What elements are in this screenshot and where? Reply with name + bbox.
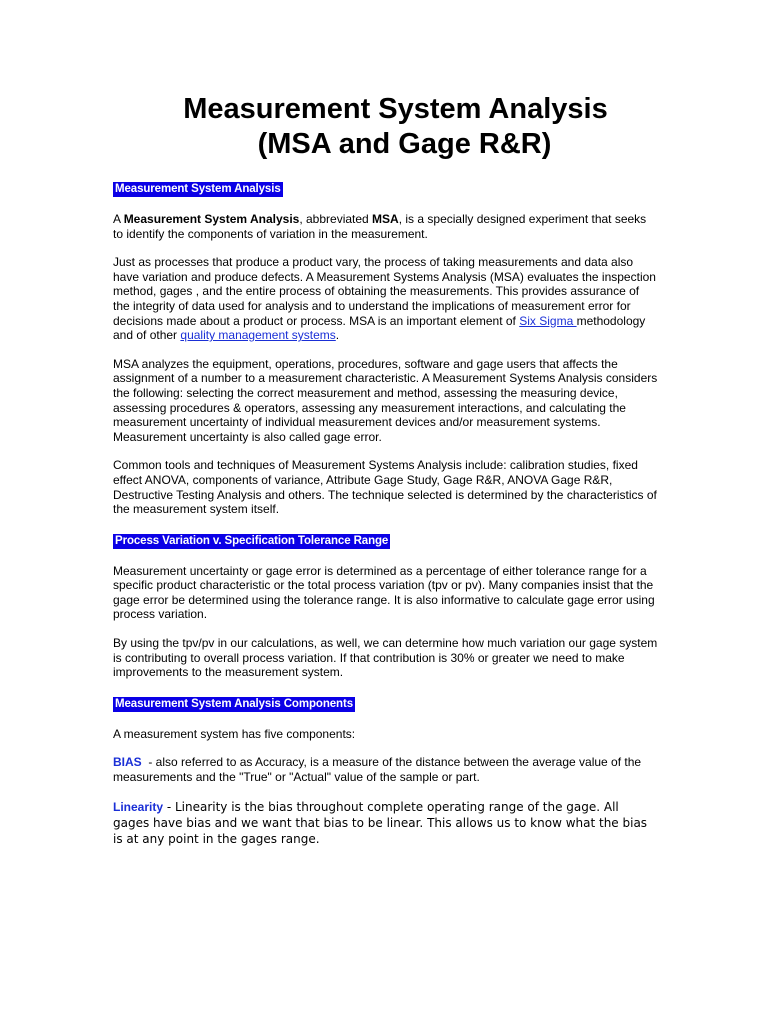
paragraph-linearity — [113, 799, 658, 847]
page-title-line2: (MSA and Gage R&R) — [257, 128, 552, 160]
link-six-sigma[interactable]: Six Sigma — [519, 313, 577, 328]
text-run: - Linearity is the bias throughout complete operating range of the gage. All gages have bias and we want that bias to be linear. This allows us to know what the bias is at any point in the gages range. — [113, 799, 648, 846]
text-run: Just as processes that produce a product vary, the process of taking measurements and data also have variation and produce defects. A Measurement Systems Analysis (MSA) evaluates the inspection method, gages , and the entire process of obtaining the measurements. This provides assurance of the integrity of data used for analysis and to understand the implications of measurement error for decisions made about a product or process. MSA is an important element of — [113, 255, 656, 328]
paragraph-tpv-pv: By using the tpv/pv in our calculations, as well, we can determine how much variation our gage system is contributing to overall process variation. If that contribution is 30% or greater we need to make improvements to the measurement system. — [113, 636, 658, 680]
paragraph-msa-definition — [113, 212, 658, 241]
section-heading-process-variation: Process Variation v. Specification Tolerance Range — [115, 534, 389, 547]
text-run: , is a specially designed experiment that seeks to identify the components of variation in the measurement. — [113, 212, 647, 241]
link-quality-management-systems[interactable]: quality management systems — [180, 328, 336, 343]
section-heading-msa: Measurement System Analysis — [115, 183, 281, 195]
paragraph-msa-overview — [113, 255, 658, 343]
text-run: - also referred to as Accuracy, is a measure of the distance between the average value of the measurements and the "True" or "Actual" value of the sample or part. — [113, 755, 645, 785]
paragraph-msa-tools: Common tools and techniques of Measurement Systems Analysis include: calibration studies, fixed effect ANOVA, components of variance, Attribute Gage Study, Gage R&R, ANOVA Gage R&R, Destructive Testing Analysis and others. The technique selected is determined by the characteristics of the measurement system itself. — [113, 458, 657, 517]
text-run: methodology and of other — [113, 313, 646, 343]
text-run: , abbreviated — [299, 212, 373, 226]
document-content — [113, 92, 658, 847]
paragraph-bias — [113, 755, 658, 784]
term-msa: MSA — [372, 212, 399, 226]
term-measurement-system-analysis: Measurement System Analysis — [123, 212, 300, 226]
term-bias: BIAS — [113, 755, 142, 770]
section-heading-components: Measurement System Analysis Components — [115, 697, 353, 710]
paragraph-five-components: A measurement system has five components: — [113, 726, 356, 741]
paragraph-msa-analyzes: MSA analyzes the equipment, operations, procedures, software and gage users that affects the assignment of a number to a measurement characteristic. A Measurement Systems Analysis considers the following: selecting the correct measurement and method, assessing the measuring device, assessing procedures & operators, assessing any measurement interactions, and calculating the measurement uncertainty of individual measurement devices and/or measurement systems. Measurement uncertainty is also called gage error. — [113, 356, 658, 444]
text-run: . — [335, 328, 340, 343]
paragraph-gage-error: Measurement uncertainty or gage error is determined as a percentage of either tolerance range for a specific product characteristic or the total process variation (tpv or pv). Many companies insist that the gage error be determined using the tolerance range. It is also informative to calculate gage error using process variation. — [113, 563, 655, 622]
page-title — [113, 92, 658, 162]
page-title-line1: Measurement System Analysis — [183, 93, 608, 125]
term-linearity: Linearity — [113, 799, 164, 814]
text-run: A — [113, 212, 124, 226]
